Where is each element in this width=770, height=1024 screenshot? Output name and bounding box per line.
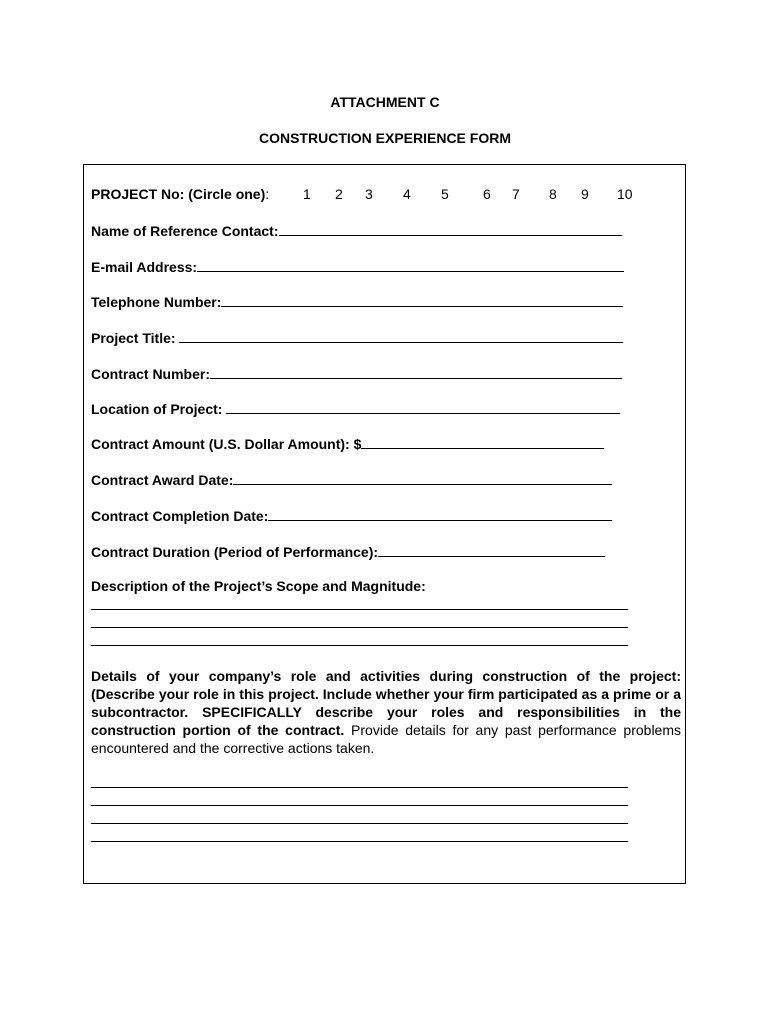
duration-row [91,543,605,561]
project-number-1[interactable]: 1 [303,186,311,202]
scope-line-1[interactable] [91,609,628,610]
project-number-5[interactable]: 5 [441,186,449,202]
scope-row [91,578,426,595]
form-title: CONSTRUCTION EXPERIENCE FORM [258,130,511,146]
details-regular-text: Provide details for any past performance problems encountered and the corrective actions taken. [91,722,681,756]
contract-number-label: Contract Number: [91,366,211,382]
telephone-field[interactable] [221,293,623,307]
award-date-label: Contract Award Date: [91,472,234,488]
completion-date-field[interactable] [268,507,612,521]
reference-contact-row [91,222,622,240]
contract-amount-field[interactable] [361,435,604,449]
details-line-4[interactable] [91,841,628,842]
telephone-row [91,293,623,311]
contract-amount-row [91,435,604,453]
project-number-2[interactable]: 2 [335,186,343,202]
details-line-1[interactable] [91,787,628,788]
telephone-label: Telephone Number: [91,294,222,310]
location-label: Location of Project: [91,401,227,417]
reference-contact-field[interactable] [279,222,622,236]
completion-date-label: Contract Completion Date: [91,508,269,524]
project-title-row [91,329,623,347]
contract-number-row [91,365,622,383]
contract-number-field[interactable] [210,365,622,379]
project-number-8[interactable]: 8 [549,186,557,202]
scope-line-3[interactable] [91,645,628,646]
details-paragraph [91,667,681,757]
project-number-3[interactable]: 3 [365,186,373,202]
completion-date-row [91,507,612,525]
email-label: E-mail Address: [91,259,198,275]
location-field[interactable] [226,400,620,414]
reference-contact-label: Name of Reference Contact: [91,223,279,239]
email-field[interactable] [197,258,624,272]
details-bold-text: Details of your company’s role and activities during construction of the project: (Describe your role in this project. Include whether your firm participated as a prime or a subcontractor. SPECIFICALLY describe your roles and responsibilities in the construction portion of the contract. [91,668,681,738]
project-title-field[interactable] [179,329,623,343]
project-no-row [91,186,269,203]
duration-label: Contract Duration (Period of Performance): [91,544,379,560]
contract-amount-label: Contract Amount (U.S. Dollar Amount): $ [91,436,362,452]
scope-label: Description of the Project’s Scope and Magnitude: [91,578,426,594]
project-title-label: Project Title: [91,330,180,346]
project-number-4[interactable]: 4 [403,186,411,202]
details-line-3[interactable] [91,823,628,824]
award-date-row [91,471,612,489]
scope-line-2[interactable] [91,627,628,628]
email-row [91,258,624,276]
project-no-label: PROJECT No: (Circle one) [91,186,266,202]
project-number-6[interactable]: 6 [483,186,491,202]
award-date-field[interactable] [233,471,612,485]
project-no-colon: : [265,186,270,202]
location-row [91,400,620,418]
project-number-9[interactable]: 9 [581,186,589,202]
details-line-2[interactable] [91,805,628,806]
project-number-7[interactable]: 7 [512,186,520,202]
attachment-heading: ATTACHMENT C [330,94,440,110]
project-number-10[interactable]: 10 [617,186,633,202]
duration-field[interactable] [378,543,605,557]
